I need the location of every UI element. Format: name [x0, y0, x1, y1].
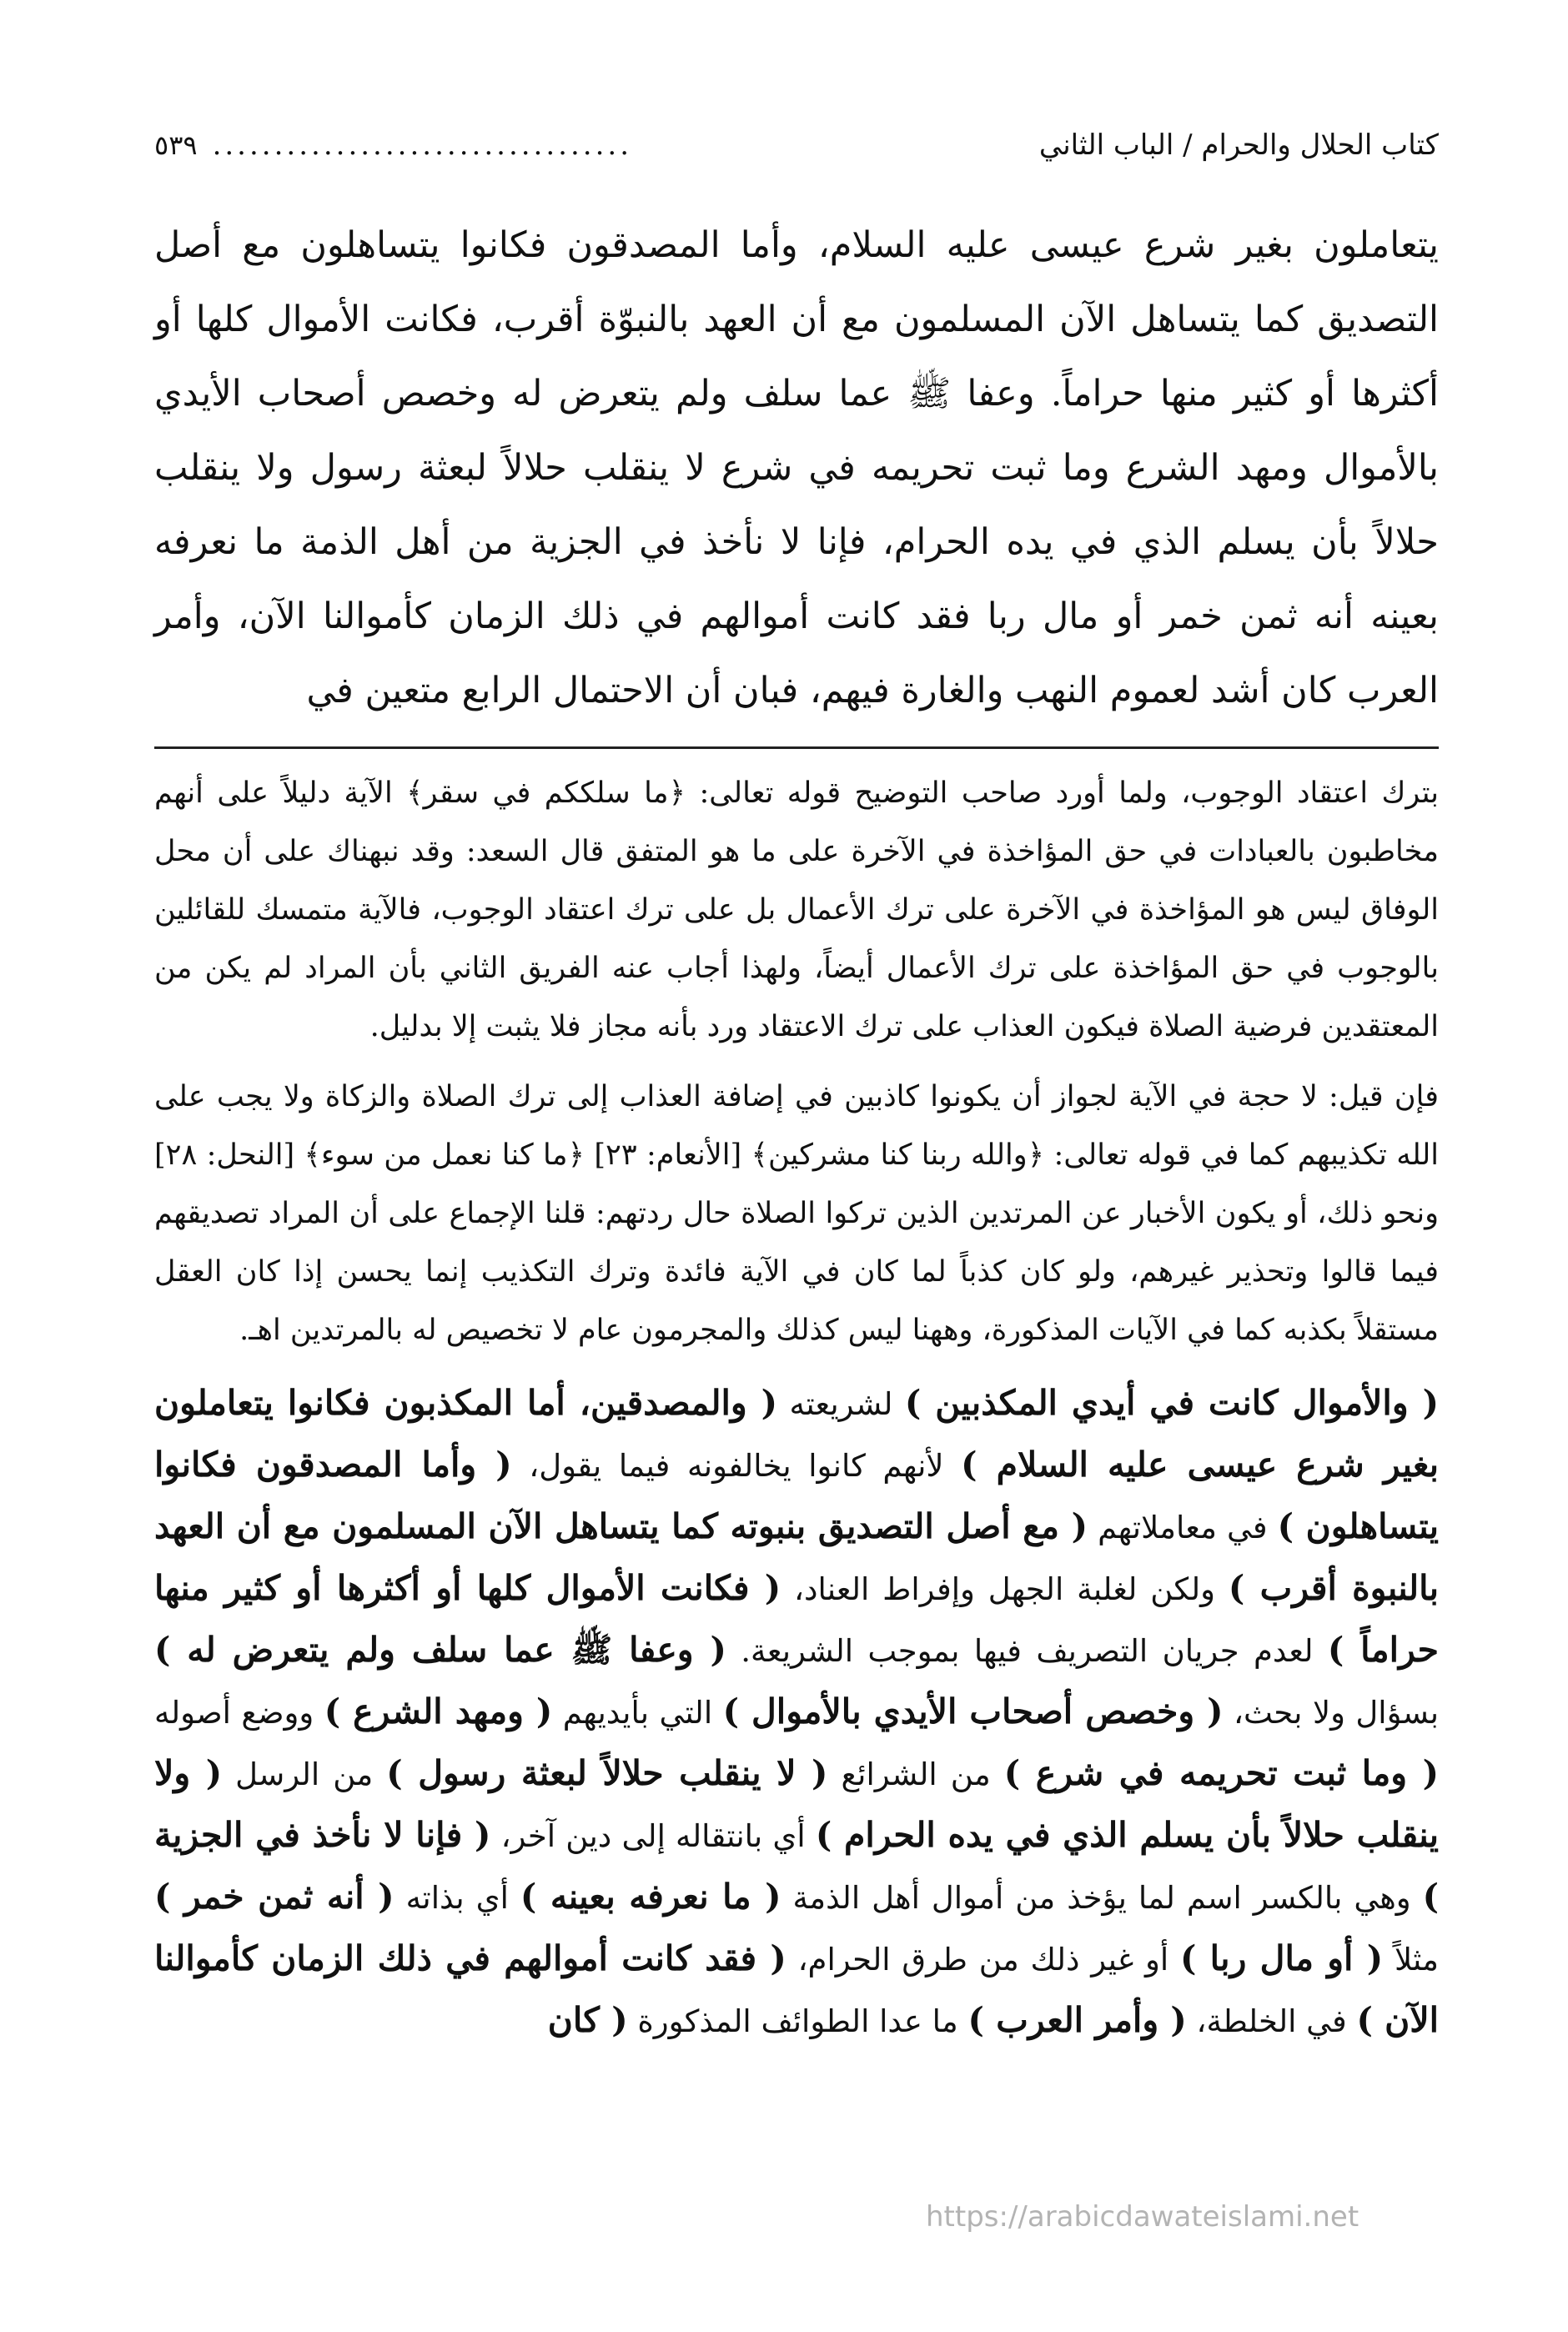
- quoted-matn-segment: ( والأموال كانت في أيدي المكذبين ): [904, 1383, 1439, 1423]
- quoted-matn-segment: ( كان: [547, 2000, 628, 2040]
- commentary-segment: من الشرائع: [827, 1757, 1004, 1792]
- footnotes: [154, 764, 1439, 1359]
- running-header: [154, 125, 1439, 175]
- book-page: [154, 125, 1439, 2052]
- quoted-matn-segment: ( وخصص أصحاب الأيدي بالأموال ): [722, 1691, 1224, 1731]
- commentary-segment: ووضع أصوله: [154, 1695, 324, 1731]
- commentary-segment: لأنهم كانوا يخالفونه فيما يقول،: [511, 1448, 962, 1484]
- commentary-segment: وهي بالكسر اسم لما يؤخذ من أموال أهل الذمة: [781, 1880, 1423, 1916]
- commentary-segment: مثلاً: [1383, 1942, 1440, 1978]
- quoted-matn-segment: ( أنه ثمن خمر ): [154, 1877, 395, 1917]
- quoted-matn-segment: ( فإنا لا نأخذ في الجزية ): [154, 1815, 1440, 1917]
- leader-dots: ..................................: [212, 128, 633, 162]
- quoted-matn-segment: ( وما ثبت تحريمه في شرع ): [1003, 1753, 1440, 1793]
- quoted-matn-segment: ( لا ينقلب حلالاً لبعثة رسول ): [386, 1753, 828, 1793]
- book-title: كتاب الحلال والحرام / الباب الثاني: [1038, 128, 1439, 162]
- commentary-segment: التي بأيديهم: [552, 1695, 723, 1731]
- main-text: يتعاملون بغير شرع عيسى عليه السلام، وأما المصدقون فكانوا يتساهلون مع أصل التصديق كما يتساهل الآن المسلمون مع أن العهد بالنبوّة أقرب، فكانت الأموال كلها أو أكثرها أو كثير منها حراماً. وعفا ﷺ عما سلف ولم يتعرض له وخصص أصحاب الأيدي بالأموال ومهد الشرع وما ثبت تحريمه في شرع لا ينقلب حلالاً لبعثة رسول ولا ينقلب حلالاً بأن يسلم الذي في يده الحرام، فإنا لا نأخذ في الجزية من أهل الذمة ما نعرفه بعينه أنه ثمن خمر أو مال ربا فقد كانت أموالهم في ذلك الزمان كأموالنا الآن، وأمر العرب كان أشد لعموم النهب والغارة فيهم، فبان أن الاحتمال الرابع متعين في: [154, 224, 1439, 711]
- commentary-segment: من الرسل: [222, 1757, 387, 1792]
- watermark-url: https://arabicdawateislami.net: [926, 2200, 1359, 2234]
- commentary-segment: أي بانتقاله إلى دين آخر،: [490, 1818, 816, 1854]
- commentary-text: [154, 1373, 1439, 2052]
- commentary-segment: أي بذاته: [394, 1880, 520, 1916]
- quoted-matn-segment: ( فقد كانت أموالهم في ذلك الزمان كأموالنا الآن ): [154, 1938, 1439, 2040]
- quoted-matn-segment: ( ولا ينقلب حلالاً بأن يسلم الذي في يده الحرام ): [154, 1753, 1439, 1855]
- commentary-segment: في معاملاتهم: [1088, 1510, 1278, 1545]
- quoted-matn-segment: ( فكانت الأموال كلها أو أكثرها أو كثير منها حراماً ): [154, 1568, 1439, 1670]
- quoted-matn-segment: ( ومهد الشرع ): [324, 1691, 553, 1731]
- commentary-segment: ما عدا الطوائف المذكورة: [627, 2003, 968, 2039]
- quoted-matn-segment: ( وأما المصدقون فكانوا يتساهلون ): [154, 1445, 1440, 1546]
- quoted-matn-segment: ( مع أصل التصديق بنبوته كما يتساهل الآن المسلمون مع أن العهد بالنبوة أقرب ): [154, 1506, 1439, 1608]
- commentary-segment: ولكن لغلبة الجهل وإفراط العناد،: [781, 1571, 1229, 1607]
- commentary-segment: لعدم جريان التصريف فيها بموجب الشريعة.: [726, 1633, 1328, 1669]
- page-number: ٥٣٩: [154, 129, 198, 161]
- commentary-segment: لشريعته: [777, 1386, 905, 1422]
- footnote-paragraph: بترك اعتقاد الوجوب، ولما أورد صاحب التوضيح قوله تعالى: ﴿ما سلككم في سقر﴾ الآية دليلاً على أنهم مخاطبون بالعبادات في حق المؤاخذة في الآخرة على ما هو المتفق قال السعد: وقد نبهناك على أن محل الوفاق ليس هو المؤاخذة في الآخرة على ترك الأعمال بل على ترك اعتقاد الوجوب، فالآية متمسك للقائلين بالوجوب في حق المؤاخذة على ترك الأعمال أيضاً، ولهذا أجاب عنه الفريق الثاني بأن المراد لم يكن من المعتقدين فرضية الصلاة فيكون العذاب على ترك الاعتقاد ورد بأنه مجاز فلا يثبت إلا بدليل.: [154, 776, 1439, 1043]
- footnote-separator: [154, 746, 1439, 749]
- commentary-segment: في الخلطة،: [1186, 2003, 1357, 2039]
- commentary-segment: أو غير ذلك من طرق الحرام،: [786, 1942, 1180, 1978]
- quoted-matn-segment: ( وأمر العرب ): [967, 2000, 1187, 2040]
- footnote-paragraph: فإن قيل: لا حجة في الآية لجواز أن يكونوا كاذبين في إضافة العذاب إلى ترك الصلاة والزكاة ولا يجب على الله تكذيبهم كما في قوله تعالى: ﴿والله ربنا كنا مشركين﴾ [الأنعام: ٢٣] ﴿ما كنا نعمل من سوء﴾ [النحل: ٢٨] ونحو ذلك، أو يكون الأخبار عن المرتدين الذين تركوا الصلاة حال ردتهم: قلنا الإجماع على أن المراد تصديقهم فيما قالوا وتحذير غيرهم، ولو كان كذباً لما كان في الآية فائدة وترك التكذيب إنما يحسن إذا كان العقل مستقلاً بكذبه كما في الآيات المذكورة، وههنا ليس كذلك والمجرمون عام لا تخصيص له بالمرتدين اهـ.: [154, 1080, 1439, 1347]
- commentary-segment: بسؤال ولا بحث،: [1223, 1695, 1440, 1731]
- quoted-matn-segment: ( أو مال ربا ): [1179, 1938, 1384, 1978]
- quoted-matn-segment: ( والمصدقين، أما المكذبون فكانوا يتعاملون بغير شرع عيسى عليه السلام ): [154, 1383, 1440, 1485]
- quoted-matn-segment: ( وعفا ﷺ عما سلف ولم يتعرض له ): [154, 1630, 726, 1670]
- quoted-matn-segment: ( ما نعرفه بعينه ): [520, 1877, 781, 1917]
